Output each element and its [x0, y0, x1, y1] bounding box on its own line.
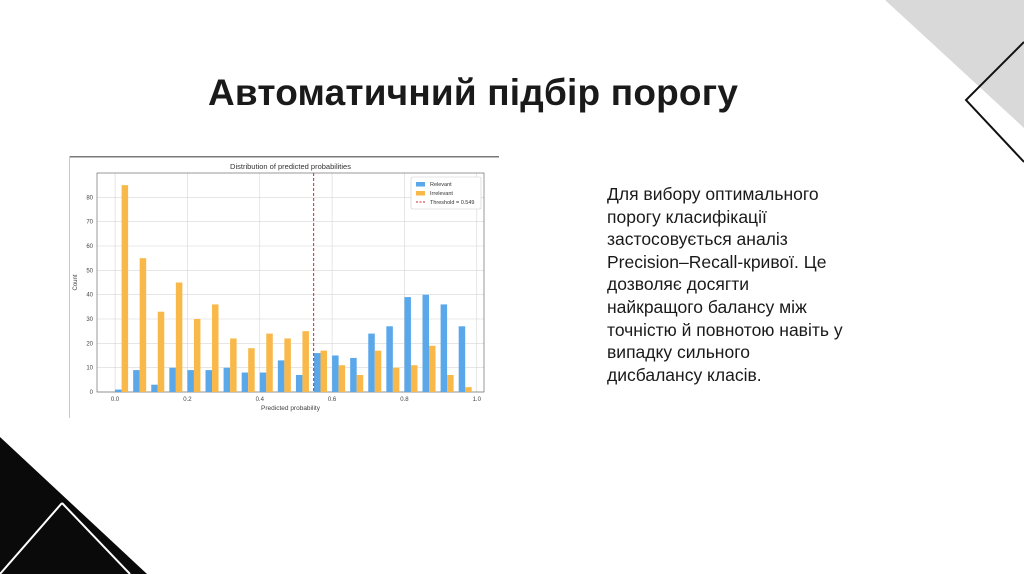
irrelevant-bar	[158, 312, 165, 392]
x-tick-label: 1.0	[472, 397, 481, 403]
bottom-left-dark-triangle	[0, 437, 147, 574]
paragraph-line: Для вибору оптимального	[607, 184, 819, 204]
x-tick-label: 0.2	[183, 397, 192, 403]
y-tick-label: 60	[86, 244, 93, 250]
relevant-bar	[404, 297, 411, 392]
y-tick-label: 30	[86, 317, 93, 323]
y-tick-label: 40	[86, 292, 93, 299]
histogram-chart	[69, 156, 499, 418]
x-axis-label: Predicted probability	[261, 405, 320, 412]
paragraph-line: застосовується аналіз	[607, 229, 788, 250]
irrelevant-bar	[176, 283, 183, 393]
irrelevant-bar	[266, 334, 273, 392]
legend-swatch-relevant	[416, 182, 425, 187]
irrelevant-bar	[212, 304, 219, 392]
paragraph-line: точністю й повнотою навіть у	[607, 319, 843, 340]
slide-title: Автоматичний підбір порогу	[208, 72, 739, 113]
relevant-bar	[151, 385, 158, 392]
irrelevant-bar	[122, 185, 129, 392]
y-tick-label: 0	[89, 390, 93, 396]
relevant-bar	[441, 304, 448, 392]
irrelevant-bar	[230, 338, 237, 392]
paragraph-line: Precision–Recall-кривої. Це	[607, 251, 827, 272]
y-tick-label: 20	[86, 341, 93, 348]
relevant-bar	[368, 334, 375, 392]
legend-label-threshold: Threshold = 0.549	[430, 200, 475, 206]
irrelevant-bar	[248, 348, 255, 392]
relevant-bar	[423, 295, 430, 392]
legend-label-relevant: Relevant	[430, 182, 452, 188]
paragraph-line: порогу класифікації	[607, 206, 767, 227]
relevant-bar	[278, 360, 285, 392]
relevant-bar	[133, 370, 140, 392]
relevant-bar	[115, 390, 122, 392]
y-tick-label: 50	[86, 268, 93, 275]
paragraph-line: дисбалансу класів.	[607, 364, 762, 385]
irrelevant-bar	[321, 351, 328, 392]
irrelevant-bar	[429, 346, 436, 392]
y-tick-label: 70	[86, 219, 93, 226]
relevant-bar	[459, 326, 466, 392]
relevant-bar	[169, 368, 176, 392]
legend-swatch-irrelevant	[416, 191, 425, 196]
histogram-svg	[69, 156, 499, 418]
irrelevant-bar	[302, 331, 309, 392]
irrelevant-bar	[375, 351, 382, 392]
relevant-bar	[260, 373, 267, 392]
paragraph-line: найкращого балансу між	[607, 296, 807, 317]
irrelevant-bar	[447, 375, 454, 392]
relevant-bar	[187, 370, 194, 392]
irrelevant-bar	[393, 368, 400, 392]
y-tick-label: 80	[86, 195, 93, 202]
description-paragraph	[607, 183, 907, 386]
irrelevant-bar	[339, 365, 346, 392]
x-tick-label: 0.8	[400, 397, 409, 403]
irrelevant-bar	[284, 338, 291, 392]
chart-title: Distribution of predicted probabilities	[230, 162, 351, 171]
relevant-bar	[332, 356, 339, 393]
y-tick-label: 10	[86, 365, 93, 372]
irrelevant-bar	[194, 319, 201, 392]
irrelevant-bar	[465, 387, 472, 392]
irrelevant-bar	[357, 375, 364, 392]
legend-label-irrelevant: Irrelevant	[430, 191, 453, 197]
paragraph-line: випадку сильного	[607, 342, 750, 363]
x-tick-label: 0.6	[327, 397, 337, 403]
irrelevant-bar	[411, 365, 418, 392]
relevant-bar	[314, 353, 321, 392]
relevant-bar	[350, 358, 357, 392]
relevant-bar	[224, 368, 231, 392]
x-tick-label: 0.4	[255, 397, 264, 403]
relevant-bar	[296, 375, 303, 392]
relevant-bar	[386, 326, 393, 392]
relevant-bar	[242, 373, 249, 392]
relevant-bar	[206, 370, 213, 392]
paragraph-line: дозволяє досягти	[607, 274, 750, 295]
y-axis-label: Count	[73, 274, 79, 291]
x-tick-label: 0.0	[110, 397, 120, 403]
irrelevant-bar	[140, 258, 147, 392]
